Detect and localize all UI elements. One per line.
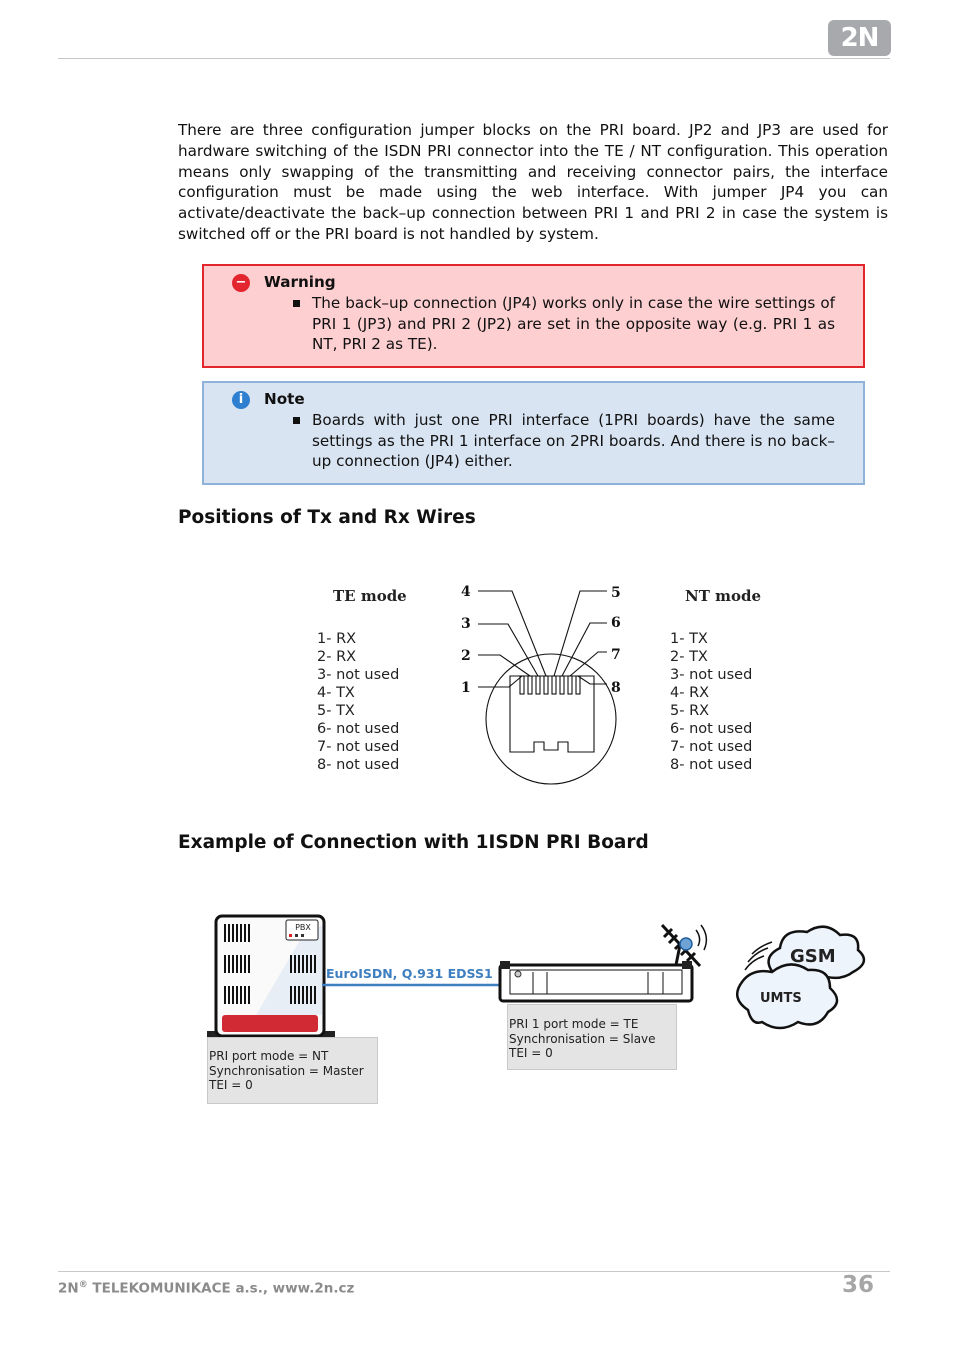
pin-number: 7 bbox=[611, 647, 621, 663]
gsm-label: GSM bbox=[790, 946, 836, 967]
info-icon: i bbox=[232, 391, 250, 409]
te-pin: 1- RX bbox=[317, 631, 357, 647]
te-pin: 8- not used bbox=[317, 757, 400, 773]
te-pin: 7- not used bbox=[317, 739, 400, 755]
footer-company-rest: TELEKOMUNIKACE a.s., www.2n.cz bbox=[87, 1280, 355, 1297]
footer-company bbox=[58, 1280, 354, 1297]
gateway-setting-line: TEI = 0 bbox=[509, 1046, 553, 1060]
pbx-label: PBX bbox=[295, 923, 311, 932]
warning-icon: − bbox=[232, 274, 250, 292]
pin-number: 8 bbox=[611, 680, 621, 696]
pbx-setting-line: TEI = 0 bbox=[209, 1078, 253, 1092]
pbx-device-icon bbox=[207, 916, 335, 1038]
umts-cloud-icon bbox=[737, 964, 837, 1028]
nt-pin: 8- not used bbox=[670, 757, 753, 773]
te-pin: 2- RX bbox=[317, 649, 357, 665]
pbx-setting-line: PRI port mode = NT bbox=[209, 1049, 329, 1063]
rj45-outline bbox=[486, 654, 616, 784]
nt-pin: 1- TX bbox=[670, 631, 708, 647]
nt-pin: 2- TX bbox=[670, 649, 708, 665]
pbx-setting-line: Synchronisation = Master bbox=[209, 1063, 364, 1078]
rj45-leader-lines bbox=[478, 591, 607, 687]
warning-title-text: Warning bbox=[264, 273, 336, 291]
te-pin: 6- not used bbox=[317, 721, 400, 737]
section-title-connection: Example of Connection with 1ISDN PRI Board bbox=[178, 832, 649, 853]
isdn-link-label: EuroISDN, Q.931 EDSS1 bbox=[326, 966, 493, 981]
company-logo: 2N bbox=[828, 20, 891, 56]
antenna-icon bbox=[662, 925, 706, 966]
rj45-contacts bbox=[520, 676, 580, 694]
note-bullet: Boards with just one PRI interface (1PRI boards) have the same settings as the PRI 1 interface on 2PRI boards. And there is no back–up connection (JP4) either. bbox=[312, 410, 835, 471]
pin-number: 5 bbox=[611, 585, 621, 601]
rj45-connector-drawing bbox=[478, 591, 616, 784]
nt-pin: 3- not used bbox=[670, 667, 753, 683]
registered-mark: ® bbox=[78, 1280, 88, 1290]
nt-mode-title: NT mode bbox=[685, 587, 762, 605]
pbx-settings-box bbox=[207, 1037, 378, 1104]
pin-number: 4 bbox=[461, 584, 471, 600]
footer-divider bbox=[58, 1271, 890, 1272]
pin-number: 6 bbox=[611, 615, 621, 631]
pin-number: 3 bbox=[461, 616, 471, 632]
footer-brand: 2N bbox=[58, 1280, 79, 1297]
te-pin: 5- TX bbox=[317, 703, 355, 719]
gateway-settings-box bbox=[507, 1004, 677, 1070]
te-pin: 4- TX bbox=[317, 685, 355, 701]
note-title-text: Note bbox=[264, 390, 305, 408]
pin-number: 2 bbox=[461, 648, 471, 664]
te-pin: 3- not used bbox=[317, 667, 400, 683]
section-title-tx-rx: Positions of Tx and Rx Wires bbox=[178, 507, 476, 528]
gateway-setting-line: Synchronisation = Slave bbox=[509, 1031, 656, 1046]
nt-pin: 6- not used bbox=[670, 721, 753, 737]
warning-bullet: The back–up connection (JP4) works only in case the wire settings of PRI 1 (JP3) and PRI 2 (JP2) are set in the opposite way (e.g. PRI 1 as NT, PRI 2 as TE). bbox=[312, 293, 835, 354]
te-mode-title: TE mode bbox=[333, 587, 407, 605]
umts-label: UMTS bbox=[760, 991, 802, 1006]
page-number: 36 bbox=[842, 1272, 875, 1298]
gateway-setting-line: PRI 1 port mode = TE bbox=[509, 1017, 639, 1031]
nt-pin: 4- RX bbox=[670, 685, 710, 701]
nt-pin: 7- not used bbox=[670, 739, 753, 755]
pin-number: 1 bbox=[461, 680, 471, 696]
gateway-device-icon bbox=[500, 961, 692, 1001]
nt-pin: 5- RX bbox=[670, 703, 710, 719]
intro-paragraph: There are three configuration jumper blocks on the PRI board. JP2 and JP3 are used for hardware switching of the ISDN PRI connector into the TE / NT configuration. This operation means only swapping of the transmitting and receiving connector pairs, the interface configuration must be made using the web interface. With jumper JP4 you can activate/deactivate the back–up connection between PRI 1 and PRI 2 in case the system is switched off or the PRI board is not handled by system. bbox=[178, 121, 888, 243]
